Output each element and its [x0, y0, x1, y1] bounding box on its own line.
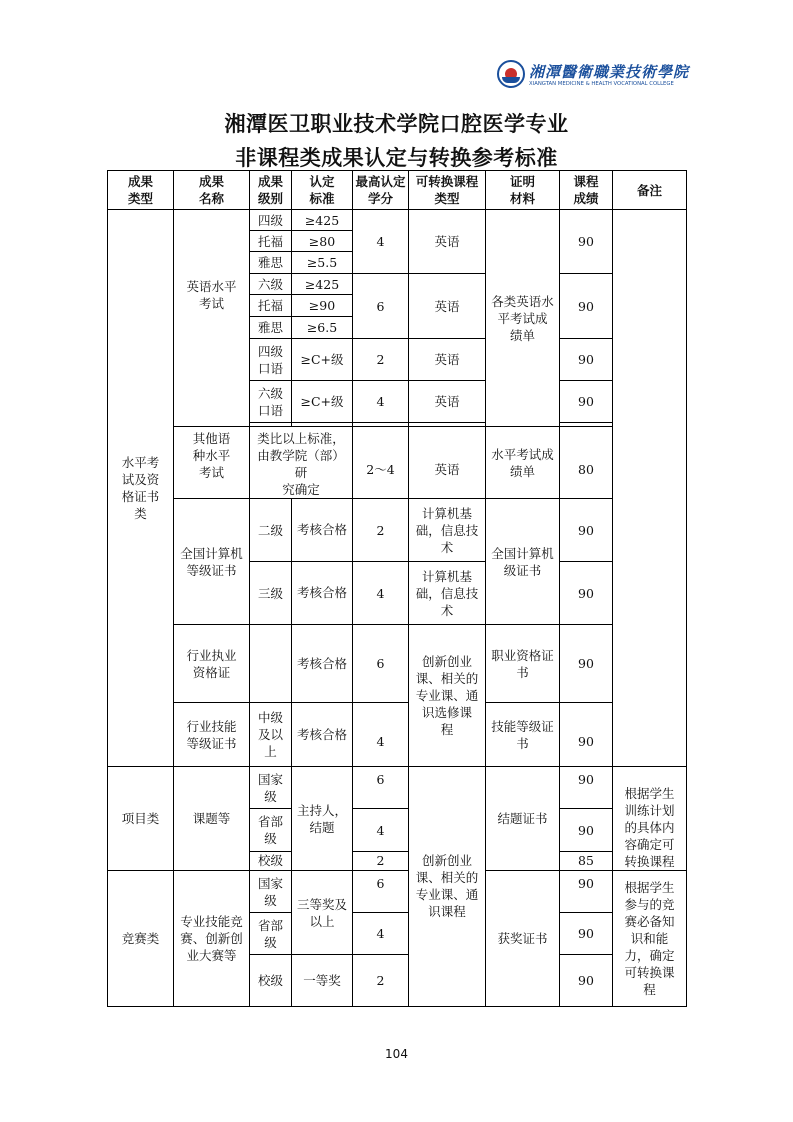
level-cell: 六级 [250, 274, 292, 295]
page-subtitle: 非课程类成果认定与转换参考标准 [235, 146, 558, 170]
credit-cell: 2 [353, 851, 409, 870]
standard-cell: ≥5.5 [292, 252, 353, 274]
table-row [108, 625, 687, 703]
standard-cell: ≥90 [292, 295, 353, 317]
score-cell: 90 [560, 562, 613, 625]
score-cell: 90 [560, 703, 613, 767]
score-cell: 90 [560, 767, 613, 809]
course-type-innov-cell: 创新创业 课、相关的 专业课、通 识选修课 程 [409, 625, 486, 767]
credit-cell: 2 [353, 339, 409, 381]
name-practice-cell: 行业执业 资格证 [174, 625, 250, 703]
col-header-course-type: 可转换课程 类型 [409, 171, 486, 210]
level-cell: 四级 口语 [250, 339, 292, 381]
level-cell: 国家 级 [250, 767, 292, 809]
score-cell: 90 [560, 809, 613, 851]
course-type-cell: 计算机基 础，信息技 术 [409, 499, 486, 562]
score-cell: 90 [560, 210, 613, 274]
level-cell: 省部 级 [250, 913, 292, 955]
credit-cell: 4 [353, 703, 409, 767]
standard-cell: ≥6.5 [292, 317, 353, 339]
col-header-level: 成果 级别 [250, 171, 292, 210]
score-cell: 90 [560, 381, 613, 423]
score-cell: 90 [560, 339, 613, 381]
standard-cell: 考核合格 [292, 562, 353, 625]
course-type-cell: 英语 [409, 339, 486, 381]
col-header-score: 课程 成绩 [560, 171, 613, 210]
name-competition-cell: 专业技能竞 赛、创新创 业大赛等 [174, 871, 250, 1007]
credit-cell: 2 [353, 955, 409, 1007]
standard-project-cell: 主持人， 结题 [292, 767, 353, 871]
score-cell: 90 [560, 625, 613, 703]
score-cell: 85 [560, 851, 613, 870]
credit-cell: 2 [353, 499, 409, 562]
type-competition-cell: 竞赛类 [108, 871, 174, 1007]
table-row [108, 703, 687, 767]
logo-chinese-name: 湘潭醫衛職業技術學院 [529, 63, 690, 81]
score-cell: 80 [560, 427, 613, 499]
name-skill-cell: 行业技能 等级证书 [174, 703, 250, 767]
name-computer-cell: 全国计算机 等级证书 [174, 499, 250, 625]
type-project-cell: 项目类 [108, 767, 174, 871]
course-type-cell: 计算机基 础，信息技 术 [409, 562, 486, 625]
credit-cell: 4 [353, 381, 409, 423]
name-english-cell: 英语水平 考试 [174, 210, 250, 427]
credit-cell: 6 [353, 871, 409, 913]
credit-cell: 6 [353, 274, 409, 339]
course-type-cell: 英语 [409, 274, 486, 339]
college-emblem-icon [497, 60, 525, 88]
score-cell: 90 [560, 955, 613, 1007]
col-header-standard: 认定 标准 [292, 171, 353, 210]
score-cell: 90 [560, 913, 613, 955]
level-cell: 托福 [250, 295, 292, 317]
level-cell: 六级 口语 [250, 381, 292, 423]
note-empty-cell [613, 210, 687, 767]
level-cell: 二级 [250, 499, 292, 562]
level-cell: 雅思 [250, 317, 292, 339]
credit-cell: 4 [353, 210, 409, 274]
name-project-cell: 课题等 [174, 767, 250, 871]
standard-cell: 考核合格 [292, 499, 353, 562]
standard-competition-cell: 三等奖及 以上 [292, 871, 353, 955]
proof-english-cell: 各类英语水 平考试成 绩单 [486, 210, 560, 427]
level-cell: 校级 [250, 955, 292, 1007]
standard-cell: ≥80 [292, 231, 353, 252]
logo-english-name: XIANGTAN MEDICINE & HEALTH VOCATIONAL COLLEGE [529, 81, 674, 87]
standard-cell: ≥425 [292, 274, 353, 295]
col-header-type: 成果 类型 [108, 171, 174, 210]
level-cell: 中级 及以 上 [250, 703, 292, 767]
standard-cell: 考核合格 [292, 625, 353, 703]
table-row [108, 210, 687, 231]
course-type-cell: 英语 [409, 427, 486, 499]
proof-other-cell: 水平考试成 绩单 [486, 427, 560, 499]
score-cell: 90 [560, 871, 613, 913]
standard-cell: 一等奖 [292, 955, 353, 1007]
standard-cell: 考核合格 [292, 703, 353, 767]
col-header-name: 成果 名称 [174, 171, 250, 210]
level-cell: 三级 [250, 562, 292, 625]
score-cell: 90 [560, 499, 613, 562]
proof-computer-cell: 全国计算机 级证书 [486, 499, 560, 625]
proof-competition-cell: 获奖证书 [486, 871, 560, 1007]
level-cell: 省部 级 [250, 809, 292, 851]
table-row [108, 499, 687, 562]
college-logo [497, 60, 690, 92]
level-cell: 校级 [250, 851, 292, 870]
table-row [108, 767, 687, 809]
proof-project-cell: 结题证书 [486, 767, 560, 871]
note-project-cell: 根据学生 训练计划 的具体内 容确定可 转换课程 [613, 767, 687, 871]
credit-cell: 4 [353, 809, 409, 851]
level-cell: 国家 级 [250, 871, 292, 913]
col-header-proof: 证明 材料 [486, 171, 560, 210]
credit-cell: 6 [353, 625, 409, 703]
standard-cell: ≥425 [292, 210, 353, 231]
proof-practice-cell: 职业资格证 书 [486, 625, 560, 703]
table-header-row [108, 171, 687, 210]
credit-cell: 6 [353, 767, 409, 809]
course-type-cell: 英语 [409, 210, 486, 274]
col-header-credits: 最高认定 学分 [353, 171, 409, 210]
page-title: 湘潭医卫职业技术学院口腔医学专业 [224, 112, 569, 136]
credit-cell: 2～4 [353, 427, 409, 499]
score-cell: 90 [560, 274, 613, 339]
note-competition-cell: 根据学生 参与的竞 赛必备知 识和能 力，确定 可转换课 程 [613, 871, 687, 1007]
level-cell: 雅思 [250, 252, 292, 274]
standard-cell: ≥C+级 [292, 381, 353, 423]
proof-skill-cell: 技能等级证 书 [486, 703, 560, 767]
level-cell: 托福 [250, 231, 292, 252]
table-row [108, 427, 687, 499]
col-header-notes: 备注 [613, 171, 687, 210]
course-type-cell: 英语 [409, 381, 486, 423]
standard-cell: ≥C+级 [292, 339, 353, 381]
table-row [108, 871, 687, 913]
standard-other-cell: 类比以上标准， 由教学院（部）研 究确定 [250, 427, 353, 499]
name-other-lang-cell: 其他语 种水平 考试 [174, 427, 250, 499]
level-cell: 四级 [250, 210, 292, 231]
level-cell [250, 625, 292, 703]
conversion-standards-table [107, 170, 687, 1007]
credit-cell: 4 [353, 913, 409, 955]
course-type-innov-cell: 创新创业 课、相关的 专业课、通 识课程 [409, 767, 486, 1007]
page-number: 104 [385, 1047, 408, 1061]
credit-cell: 4 [353, 562, 409, 625]
type-cert-cell: 水平考 试及资 格证书 类 [108, 210, 174, 767]
